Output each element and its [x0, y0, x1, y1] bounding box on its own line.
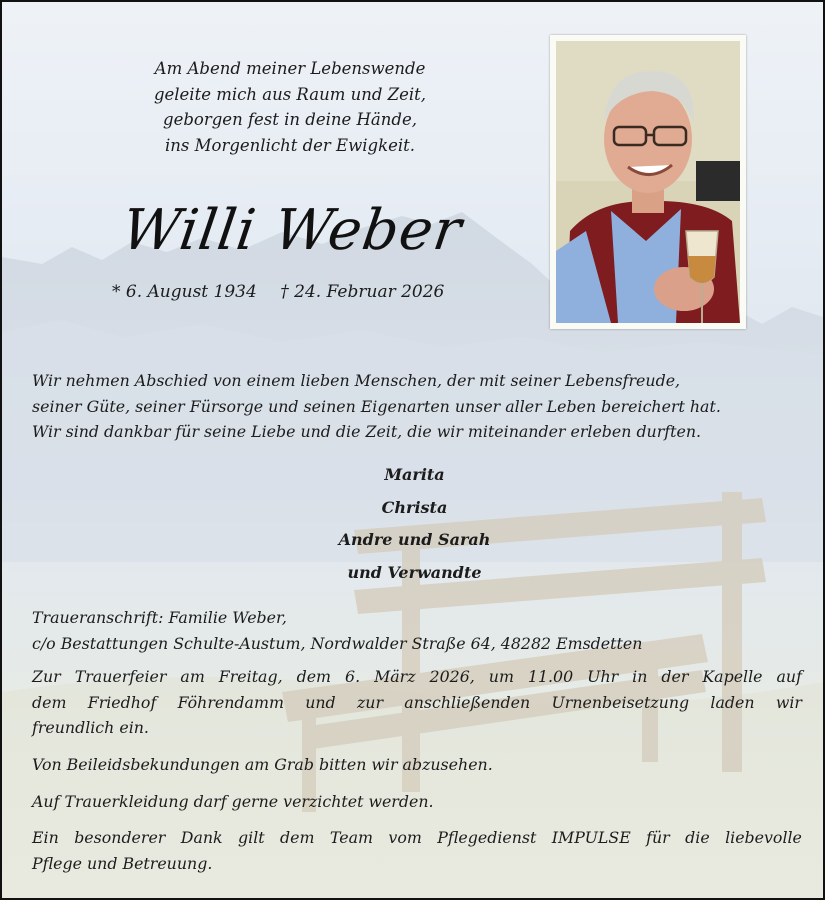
word: Trauerfeier — [74, 667, 167, 686]
word: dem — [280, 828, 315, 847]
word: Friedhof — [87, 692, 157, 712]
mourning-address — [32, 605, 802, 656]
word: Kapelle — [702, 667, 763, 686]
word: IMPULSE — [551, 828, 631, 847]
word: Urnenbeisetzung — [551, 692, 690, 712]
word: besonderer — [74, 828, 166, 847]
condolences-notice: Von Beileidsbekundungen am Grab bitten wir abzusehen. — [32, 755, 493, 774]
birth-date: * 6. August 1934 — [112, 282, 257, 302]
word: der — [661, 667, 689, 686]
word: 11.00 — [527, 667, 574, 686]
word: auf — [776, 667, 802, 686]
word: Ein — [32, 828, 59, 847]
farewell-text — [32, 368, 802, 445]
word: 6. — [345, 667, 361, 686]
word: dem — [296, 667, 332, 686]
word: liebevolle — [725, 828, 802, 847]
word: laden — [710, 692, 755, 712]
verse-line: Am Abend meiner Lebenswende — [154, 59, 426, 78]
mourner: Christa — [381, 497, 448, 517]
word: Team — [329, 828, 373, 847]
word: gilt — [238, 828, 265, 847]
verse-line: geleite mich aus Raum und Zeit, — [153, 84, 427, 104]
word: um — [488, 667, 514, 686]
word: dem — [32, 692, 67, 712]
word: die — [685, 828, 710, 847]
verse-line: geborgen fest in deine Hände, — [163, 110, 417, 129]
ceremony-line: freundlich ein. — [32, 718, 149, 737]
word: Pflegedienst — [437, 828, 537, 847]
thanks-line — [32, 825, 802, 851]
word: anschließenden — [404, 692, 531, 712]
ceremony-line — [32, 664, 802, 690]
word: 2026, — [429, 667, 475, 686]
life-dates — [112, 282, 492, 302]
word: zur — [356, 692, 384, 712]
word: in — [632, 667, 648, 686]
clothing-notice: Auf Trauerkleidung darf gerne verzichtet werden. — [32, 792, 434, 811]
farewell-line: Wir nehmen Abschied von einem lieben Menschen, der mit seiner Lebensfreude, — [32, 371, 681, 390]
thanks-line: Pflege und Betreuung. — [32, 853, 213, 873]
word: Föhrendamm — [177, 692, 284, 712]
ceremony-line — [32, 690, 802, 716]
portrait-photo — [556, 41, 740, 323]
mourner: Andre und Sarah — [338, 530, 491, 549]
memorial-verse — [90, 56, 490, 158]
farewell-line: seiner Güte, seiner Fürsorge und seinen Eigenarten unser aller Leben bereichert hat. — [32, 396, 721, 416]
verse-line: ins Morgenlicht der Ewigkeit. — [165, 135, 415, 155]
mourner: Marita — [384, 465, 445, 484]
word: und — [305, 692, 336, 712]
word: wir — [775, 692, 802, 712]
word: vom — [388, 828, 422, 847]
thanks-notice — [32, 825, 802, 876]
mourners-list — [2, 459, 825, 589]
word: Zur — [32, 667, 61, 686]
word: März — [374, 667, 416, 686]
word: für — [646, 828, 670, 847]
portrait-frame — [550, 35, 746, 329]
word: Uhr — [587, 667, 619, 686]
funeral-ceremony-notice — [32, 664, 802, 741]
mourner: und Verwandte — [347, 562, 482, 582]
address-line: c/o Bestattungen Schulte-Austum, Nordwalder Straße 64, 48282 Emsdetten — [32, 633, 643, 653]
address-line: Traueranschrift: Familie Weber, — [32, 608, 287, 627]
deceased-name: Willi Weber — [117, 198, 467, 263]
word: Freitag, — [218, 667, 283, 686]
farewell-line: Wir sind dankbar für seine Liebe und die Zeit, die wir miteinander erleben durften. — [32, 422, 702, 441]
word: am — [180, 667, 205, 686]
word: Dank — [180, 828, 223, 847]
death-date: † 24. Februar 2026 — [280, 282, 445, 302]
